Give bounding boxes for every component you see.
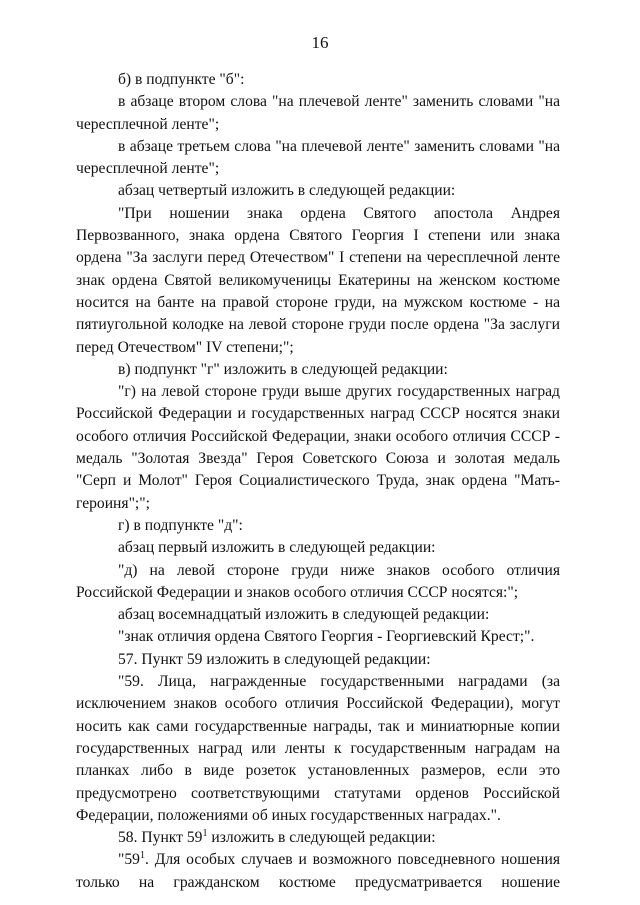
paragraph-subitem-g: г) в подпункте "д": (118, 516, 243, 534)
paragraph-second-abzac: в абзаце втором слова "на плечевой ленте" заменить словами "на чересплечной ленте"; (76, 93, 560, 133)
item-59-1-text-end: . Для особых случаев и возможного повседневного ношения только на гражданском костюме предусматривается ношение (76, 851, 560, 891)
item-58-superscript: 1 (202, 828, 208, 840)
paragraph-g-text: "г) на левой стороне груди выше других государственных наград Российской Федерации и государственных наград СССР носятся знаки особого отличия Российской Федерации, знаки особого отличия СССР - медаль "Золотая Звезда" Героя Советского Союза и золотая медаль "Серп и Молот" Героя Социалистического Труда, знак ордена "Мать-героиня";"; (76, 383, 560, 512)
paragraph-st-george-cross: "знак отличия ордена Святого Георгия - Георгиевский Крест;". (118, 628, 535, 646)
item-58-text-end: изложить в следующей редакции: (207, 829, 436, 847)
paragraph-subitem-v: в) подпункт "г" изложить в следующей редакции: (118, 360, 448, 378)
paragraph-item-57: 57. Пункт 59 изложить в следующей редакции: (118, 650, 431, 668)
paragraph-d-text: "д) на левой стороне груди ниже знаков особого отличия Российской Федерации и знаков особого отличия СССР носятся:"; (76, 561, 560, 601)
paragraph-item-59-text: "59. Лица, награжденные государственными наградами (за исключением знаков особого отличия Российской Федерации), могут носить как сами государственные награды, так и миниатюрные копии государственных наград или ленты к государственным наградам на планках либо в виде розеток установленных размеров, если это предусмотрено соответствующими статутами орденов Российской Федерации, положениями об иных государственных наградах.". (76, 673, 560, 824)
paragraph-item-58 (76, 827, 560, 849)
item-59-1-text-start: "59 (118, 851, 140, 869)
item-59-1-superscript: 1 (139, 850, 145, 862)
paragraph-fourth-abzac-intro: абзац четвертый изложить в следующей редакции: (118, 182, 456, 200)
paragraph-eighteenth-abzac-intro: абзац восемнадцатый изложить в следующей редакции: (118, 606, 490, 624)
document-body (76, 69, 560, 894)
paragraph-order-wearing: "При ношении знака ордена Святого апостола Андрея Первозванного, знака ордена Святого Георгия I степени или знака ордена "За заслуги перед Отечеством" I степени на чересплечной ленте знак ордена Святой великомученицы Екатерины на женском костюме носится на банте на правой стороне груди, на мужском костюме - на пятиугольной колодке на левой стороне груди после ордена "За заслуги перед Отечеством" IV степени;"; (76, 204, 560, 356)
page-number: 16 (311, 33, 329, 52)
paragraph-subitem-b: б) в подпункте "б": (118, 71, 245, 88)
paragraph-item-59-1-text (76, 849, 560, 894)
paragraph-first-abzac-intro: абзац первый изложить в следующей редакции: (118, 539, 436, 557)
item-58-text-start: 58. Пункт 59 (118, 829, 203, 847)
paragraph-third-abzac: в абзаце третьем слова "на плечевой ленте" заменить словами "на чересплечной ленте"; (76, 137, 560, 178)
